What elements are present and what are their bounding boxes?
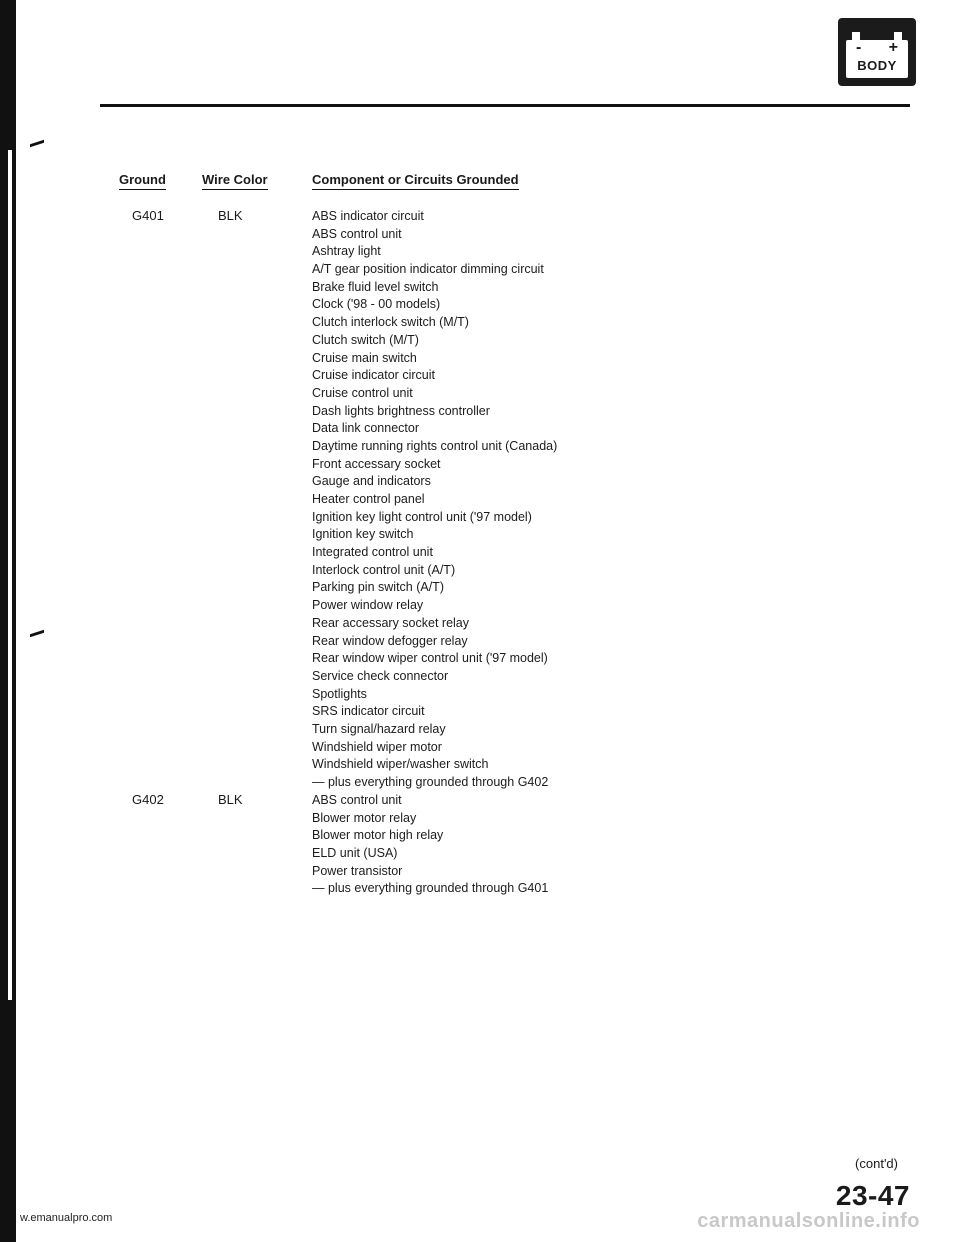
binding-edge bbox=[0, 0, 8, 1242]
list-item: Power transistor bbox=[312, 863, 403, 878]
page-number: 23-47 bbox=[835, 1180, 910, 1211]
list-item: Daytime running rights control unit (Canada) bbox=[312, 438, 558, 453]
list-item: ABS control unit bbox=[312, 226, 402, 241]
page-mark bbox=[30, 140, 44, 148]
list-item: Windshield wiper/washer switch bbox=[312, 757, 489, 772]
list-item: Power window relay bbox=[312, 598, 424, 613]
list-item: Parking pin switch (A/T) bbox=[312, 580, 444, 595]
minus-sign: - bbox=[856, 39, 862, 56]
continued-note: (cont'd) bbox=[855, 1156, 898, 1171]
list-item: Front accessary socket bbox=[312, 456, 441, 471]
list-item: Blower motor relay bbox=[312, 810, 417, 825]
list-item: Ignition key light control unit ('97 model) bbox=[312, 509, 532, 524]
list-item: Spotlights bbox=[312, 686, 367, 701]
component-list bbox=[312, 792, 548, 898]
list-item: Gauge and indicators bbox=[312, 474, 431, 489]
list-item: Interlock control unit (A/T) bbox=[312, 562, 456, 577]
header-rule bbox=[100, 104, 910, 107]
source-url: w.emanualpro.com bbox=[20, 1212, 113, 1224]
list-item: Heater control panel bbox=[312, 492, 425, 506]
ground-id: G401 bbox=[132, 208, 164, 223]
ground-id: G402 bbox=[132, 792, 164, 807]
badge-panel bbox=[846, 40, 908, 78]
list-item: Service check connector bbox=[312, 668, 449, 683]
list-item: Rear window defogger relay bbox=[312, 633, 468, 648]
list-item: — plus everything grounded through G401 bbox=[312, 881, 549, 896]
list-item: — plus everything grounded through G402 bbox=[312, 775, 549, 789]
ground-column-header: Ground bbox=[119, 172, 166, 190]
list-item: Turn signal/hazard relay bbox=[312, 721, 446, 736]
list-item: Blower motor high relay bbox=[312, 828, 444, 843]
binding-shadow bbox=[8, 0, 14, 150]
list-item: Clock ('98 - 00 models) bbox=[312, 297, 441, 312]
list-item: Ashtray light bbox=[312, 244, 381, 259]
list-item: Windshield wiper motor bbox=[312, 739, 442, 754]
list-item: Clutch interlock switch (M/T) bbox=[312, 315, 469, 330]
wire-color: BLK bbox=[218, 792, 243, 807]
watermark: carmanualsonline.info bbox=[697, 1210, 920, 1232]
plus-sign: + bbox=[888, 39, 898, 56]
list-item: Data link connector bbox=[312, 421, 420, 436]
component-column-header: Component or Circuits Grounded bbox=[312, 172, 519, 190]
list-item: ELD unit (USA) bbox=[312, 846, 398, 861]
list-item: Ignition key switch bbox=[312, 527, 414, 542]
list-item: Cruise indicator circuit bbox=[312, 368, 435, 383]
list-item: ABS indicator circuit bbox=[312, 209, 424, 223]
list-item: Integrated control unit bbox=[312, 545, 433, 560]
list-item: Cruise main switch bbox=[312, 350, 417, 365]
list-item: Clutch switch (M/T) bbox=[312, 332, 419, 347]
list-item: SRS indicator circuit bbox=[312, 704, 425, 719]
list-item: A/T gear position indicator dimming circuit bbox=[312, 262, 544, 277]
badge-label: BODY bbox=[857, 58, 897, 73]
body-section-icon bbox=[838, 18, 916, 86]
list-item: ABS control unit bbox=[312, 793, 402, 807]
list-item: Dash lights brightness controller bbox=[312, 403, 490, 418]
wire-color: BLK bbox=[218, 208, 243, 223]
list-item: Brake fluid level switch bbox=[312, 279, 439, 294]
list-item: Rear accessary socket relay bbox=[312, 615, 470, 630]
component-list bbox=[312, 208, 557, 792]
wire-color-column-header: Wire Color bbox=[202, 172, 268, 190]
page-mark bbox=[30, 630, 44, 638]
list-item: Rear window wiper control unit ('97 model) bbox=[312, 651, 548, 666]
binding-shadow bbox=[8, 1000, 14, 1242]
list-item: Cruise control unit bbox=[312, 385, 413, 400]
